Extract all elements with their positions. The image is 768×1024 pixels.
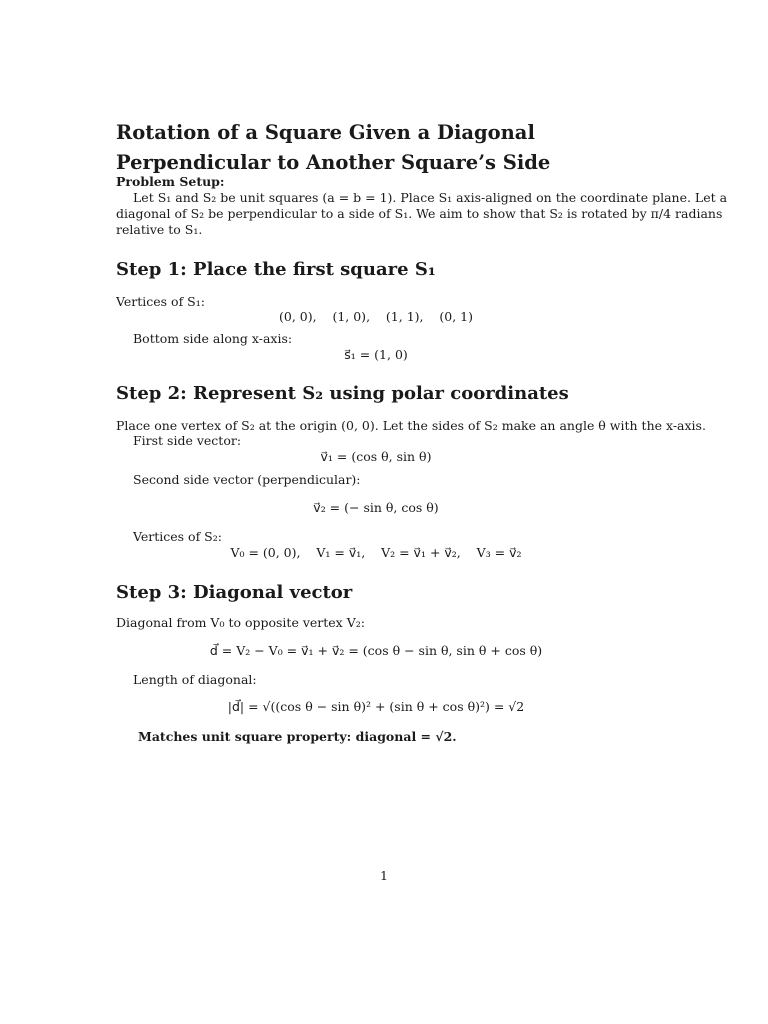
problem-setup-line-1: Let S₁ and S₂ be unit squares (a = b = 1). Place S₁ axis-aligned on the coordinate plane. Let a xyxy=(133,190,728,205)
step2-first-equation: v⃗₁ = (cos θ, sin θ) xyxy=(320,449,432,464)
step1-bottom-equation: s⃗₁ = (1, 0) xyxy=(344,347,408,362)
step3-diagonal-equation: d⃗ = V₂ − V₀ = v⃗₁ + v⃗₂ = (cos θ − sin θ, sin θ + cos θ) xyxy=(209,643,543,658)
step3-diagonal-label: Diagonal from V₀ to opposite vertex V₂: xyxy=(116,615,365,630)
step2-vertices-equation: V₀ = (0, 0), V₁ = v⃗₁, V₂ = v⃗₁ + v⃗₂, V₃ = v⃗₂ xyxy=(230,545,522,560)
step3-length-equation: |d⃗| = √((cos θ − sin θ)² + (sin θ + cos θ)²) = √2 xyxy=(227,699,525,714)
step2-second-equation: v⃗₂ = (− sin θ, cos θ) xyxy=(313,500,439,515)
step2-second-label: Second side vector (perpendicular): xyxy=(133,472,361,487)
step2-first-label: First side vector: xyxy=(133,433,242,448)
step3-conclusion: Matches unit square property: diagonal = √2. xyxy=(138,729,457,744)
step2-vertices-label: Vertices of S₂: xyxy=(133,529,222,544)
step2-intro: Place one vertex of S₂ at the origin (0, 0). Let the sides of S₂ make an angle θ with the x-axis. xyxy=(116,418,706,433)
step1-vertices-equation: (0, 0), (1, 0), (1, 1), (0, 1) xyxy=(278,309,474,324)
page-title: Rotation of a Square Given a Diagonal Perpendicular to Another Square’s Side xyxy=(116,121,551,174)
step1-bottom-label: Bottom side along x-axis: xyxy=(133,331,293,346)
step1-vertices-label: Vertices of S₁: xyxy=(116,294,205,309)
problem-setup-line-2: diagonal of S₂ be perpendicular to a side of S₁. We aim to show that S₂ is rotated by π/4 radians xyxy=(116,206,723,221)
page-number: 1 xyxy=(380,868,388,883)
problem-setup-line-3: relative to S₁. xyxy=(116,222,203,237)
step1-heading: Step 1: Place the first square S₁ xyxy=(116,259,436,280)
problem-setup-heading: Problem Setup: xyxy=(116,174,225,189)
step3-heading: Step 3: Diagonal vector xyxy=(116,582,353,603)
step2-heading: Step 2: Represent S₂ using polar coordinates xyxy=(116,383,569,404)
step3-length-label: Length of diagonal: xyxy=(133,672,257,687)
